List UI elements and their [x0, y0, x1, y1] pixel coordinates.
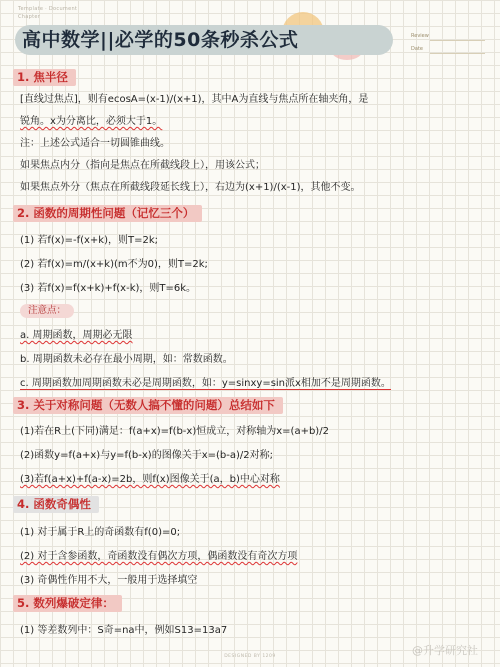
section-1-line-4: 如果焦点内分（指向是焦点在所截线段上），用该公式；	[20, 160, 265, 171]
section-4-line-2-text: (2) 对于含参函数，奇函数没有偶次方项，偶函数没有奇次方项	[20, 551, 298, 562]
date-label: Date	[411, 46, 423, 52]
note-line-c-text: c. 周期函数加周期函数未必是周期函数，如：y=sinxy=sin派x相加不是周期函数。	[20, 378, 391, 389]
review-label: Review	[411, 33, 429, 39]
section-1-heading: 1. 焦半径	[13, 69, 76, 86]
section-4-heading: 4. 函数奇偶性	[13, 496, 99, 513]
section-1-line-3: 注：上述公式适合一切圆锥曲线。	[20, 138, 170, 149]
designer-credit: DESIGNED BY 1209	[224, 654, 276, 659]
section-4-line-3: (3) 奇偶性作用不大，一般用于选择填空	[20, 575, 198, 586]
section-4-line-2	[20, 550, 297, 563]
section-1-line-1: [直线过焦点]，则有ecosA=(x-1)/(x+1)，其中A为直线与焦点所在轴夹角，是	[20, 94, 369, 105]
watermark: @升学研究社	[412, 644, 478, 657]
section-5-line-1: (1) 等差数列中：S奇=na中，例如S13=13a7	[20, 625, 228, 636]
section-3-heading: 3. 关于对称问题（无数人搞不懂的问题）总结如下	[13, 397, 283, 414]
section-3-line-2: (2)函数y=f(a+x)与y=f(b-x)的图像关于x=(b-a)/2对称;	[20, 450, 273, 461]
section-1-line-2	[20, 115, 162, 128]
note-line-c	[20, 377, 391, 390]
note-line-a-text: a. 周期函数，周期必无限	[20, 330, 133, 341]
section-5-heading: 5. 数列爆破定律：	[13, 595, 122, 612]
review-line	[430, 40, 485, 41]
note-line-a	[20, 329, 133, 342]
chapter-tag: Chapter	[18, 14, 41, 20]
page-title: 高中数学||必学的50条秒杀公式	[22, 29, 299, 51]
note-line-b: b. 周期函数未必存在最小周期，如：常数函数。	[20, 354, 233, 365]
date-line	[430, 53, 485, 54]
section-3-line-3	[20, 473, 280, 486]
section-4-line-1: (1) 对于属于R上的奇函数有f(0)=0;	[20, 527, 181, 538]
note-label: 注意点：	[20, 304, 74, 318]
section-1-line-2-text: 锐角。x为分离比，必须大于1。	[20, 116, 163, 127]
section-2-heading: 2. 函数的周期性问题（记忆三个）	[13, 205, 202, 222]
template-tag: Template · Document	[18, 6, 78, 12]
section-2-line-3: (3) 若f(x)=f(x+k)+f(x-k)，则T=6k。	[20, 283, 197, 294]
section-3-line-3-text: (3)若f(a+x)+f(a-x)=2b，则f(x)图像关于(a，b)中心对称	[20, 474, 280, 485]
section-3-line-1: (1)若在R上(下同)满足：f(a+x)=f(b-x)恒成立，对称轴为x=(a+b)/2	[20, 426, 329, 437]
section-2-line-2: (2) 若f(x)=m/(x+k)(m不为0)，则T=2k;	[20, 259, 208, 270]
section-1-line-5: 如果焦点外分（焦点在所截线段延长线上），右边为(x+1)/(x-1)，其他不变。	[20, 182, 361, 193]
section-2-line-1: (1) 若f(x)=-f(x+k)，则T=2k;	[20, 235, 158, 246]
